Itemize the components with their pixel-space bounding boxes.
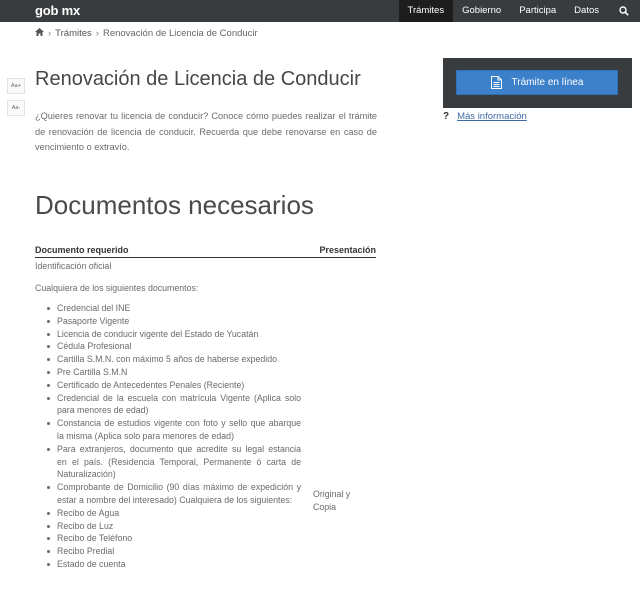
list-item: Cartilla S.M.N. con máximo 5 años de haberse expedido (35, 353, 301, 366)
online-procedure-panel (443, 58, 632, 108)
breadcrumb (35, 28, 258, 39)
nav-gobierno[interactable]: Gobierno (462, 5, 502, 16)
nav-datos[interactable]: Datos (574, 5, 599, 16)
column-header-presentation: Presentación (319, 245, 376, 255)
nav-participa[interactable]: Participa (519, 5, 557, 16)
more-info-link[interactable]: Más información (457, 111, 527, 122)
list-item: Certificado de Antecedentes Penales (Reciente) (35, 379, 301, 392)
font-increase-button[interactable]: Aa+ (7, 78, 25, 94)
document-list (35, 302, 301, 571)
gobmx-logo[interactable]: gob mx (35, 3, 81, 18)
breadcrumb-separator: › (48, 28, 52, 39)
list-item: Licencia de conducir vigente del Estado de Yucatán (35, 328, 301, 341)
list-item: Recibo de Teléfono (35, 532, 301, 545)
column-header-document: Documento requerido (35, 245, 129, 255)
list-item: Estado de cuenta (35, 558, 301, 571)
online-procedure-button[interactable] (456, 70, 618, 95)
page-title: Renovación de Licencia de Conducir (35, 68, 361, 90)
main-nav (399, 0, 640, 22)
list-item: Comprobante de Domicilio (90 días máximo de expedición y estar a nombre del interesado) Cualquiera de los siguientes: (35, 481, 301, 507)
list-item: Recibo Predial (35, 545, 301, 558)
home-icon[interactable] (35, 28, 44, 39)
list-item: Cédula Profesional (35, 340, 301, 353)
search-icon[interactable] (608, 0, 640, 22)
documents-table-header (35, 244, 376, 258)
font-decrease-button[interactable]: Aa- (7, 100, 25, 116)
section-title: Documentos necesarios (35, 190, 314, 220)
list-item: Constancia de estudios vigente con foto y sello que abarque la misma (Aplica solo para menores de edad) (35, 417, 301, 443)
list-item: Pre Cartilla S.M.N (35, 366, 301, 379)
list-item: Para extranjeros, documento que acredite su legal estancia en el país. (Residencia Temporal, Permanente ó carta de Naturalización) (35, 443, 301, 481)
list-item: Credencial del INE (35, 302, 301, 315)
any-of-label: Cualquiera de los siguientes documentos: (35, 283, 199, 293)
document-icon (491, 76, 502, 89)
breadcrumb-separator: › (95, 28, 99, 39)
breadcrumb-tramites[interactable]: Trámites (55, 28, 92, 39)
first-document: Identificación oficial (35, 261, 112, 271)
list-item: Pasaporte Vigente (35, 315, 301, 328)
online-procedure-label: Trámite en línea (511, 77, 584, 88)
list-item: Recibo de Luz (35, 520, 301, 533)
breadcrumb-current: Renovación de Licencia de Conducir (102, 28, 258, 39)
top-navbar (0, 0, 640, 22)
intro-paragraph: ¿Quieres renovar tu licencia de conducir? Conoce cómo puedes realizar el trámite de renovación de licencia de conducir. Recuerda que debe renovarse en caso de vencimiento o extravío. (35, 111, 377, 153)
more-info (443, 111, 527, 122)
list-item: Credencial de la escuela con matrícula Vigente (Aplica solo para menores de edad) (35, 392, 301, 418)
list-item: Recibo de Agua (35, 507, 301, 520)
question-icon: ? (443, 111, 450, 122)
nav-tramites[interactable]: Trámites (399, 0, 454, 22)
presentation-value: Original y Copia (313, 489, 351, 512)
